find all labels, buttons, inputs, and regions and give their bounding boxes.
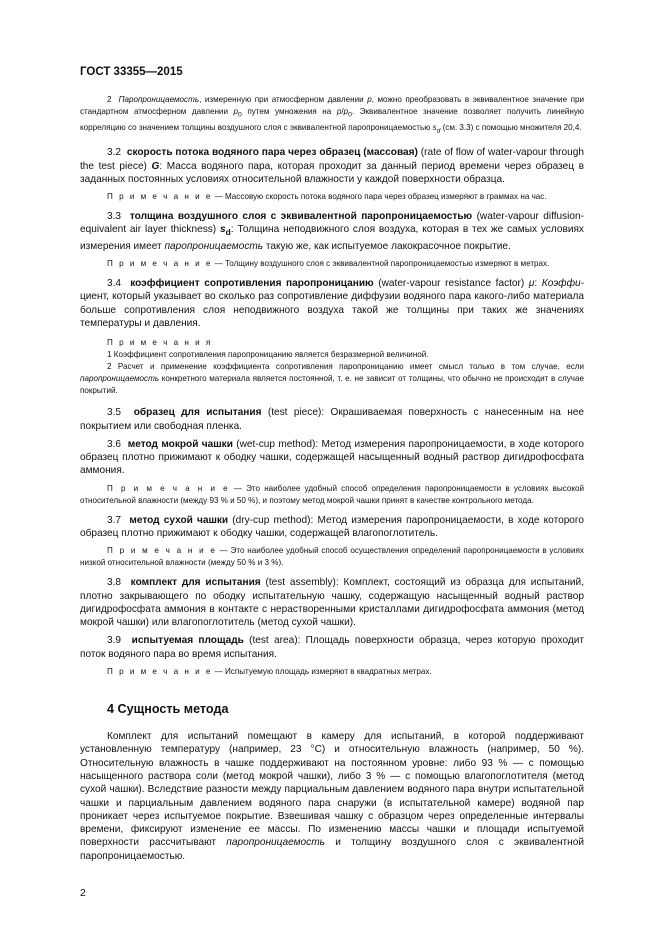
subscript: 0: [238, 111, 242, 119]
clause-symbol: s: [220, 224, 226, 236]
note-text: — Это наиболее удобный способ осуществления определений паропроницаемости в условиях низкой относительной влажности (между 50 % и 3 %).: [80, 546, 584, 568]
note-3-9: [80, 666, 584, 678]
symbol-p0: p: [343, 107, 349, 116]
section-heading: 4 Сущность метода: [107, 702, 229, 717]
body-text: Комплект для испытаний помещают в камеру для испытаний, в которой поддерживают установленную температуру (например, 23 °С) и относительную влажность (например, 50 %). Относительную влажность в чашке поддерживают на постоянном уровне: либо 93 % — с помощью насыщенного раствора соли (метод мокрой чашки), либо 3 % — с помощью влагопоглотителя (метод сухой чашки). Вследствие разности между парциальным давлением водяного пара внутри испытательной чашки и парциальным давлением водяного пара снаружи (в испытательной камере) водяной пар проникает через испытуемое покрытие. Взвешивая чашку с образцом через определенные интервалы времени, фиксируют изменение ее массы. По изменению массы чашки и площади испытуемой поверхности рассчитывают: [80, 731, 584, 849]
note-text: (см. 3.3) с помощью множителя 20,4.: [440, 122, 582, 132]
clause-symbol: G: [151, 160, 160, 172]
note-text: — Испытуемую площадь измеряют в квадратных метрах.: [212, 667, 432, 677]
clause-number: 3.9: [107, 635, 122, 647]
page-number: 2: [80, 887, 86, 899]
clause-3-9: [80, 634, 584, 661]
note-text: . Эквивалентное значение позволяет получить линейную корреляцию со значением толщины воздушного слоя с эквивалентной паропроницаемостью: [80, 107, 584, 132]
clause-english: (water-vapour resistance factor): [373, 278, 529, 290]
clause-term: комплект для испытания: [130, 577, 261, 589]
section-4-body: [80, 730, 584, 863]
clause-number: 3.3: [107, 211, 122, 223]
clause-term: образец для испытания: [133, 407, 262, 419]
note-3-6: [80, 483, 584, 507]
note-3-4-1: 1 Коэффициент сопротивления паропроницанию является безразмерной величиной.: [107, 350, 429, 360]
clause-text: :: [534, 278, 542, 290]
subscript: d: [436, 127, 441, 135]
body-text: и толщину воздушного слоя с эквивалентной паропроницаемостью.: [80, 837, 584, 862]
term-italic: Коэффи-: [541, 278, 585, 290]
page-content: [80, 94, 584, 863]
note-text: путем умножения на: [241, 107, 337, 116]
clause-number: 3.2: [107, 147, 122, 159]
clause-symbol: μ: [528, 278, 535, 290]
note-3-7: [80, 545, 584, 569]
subscript: 0: [348, 111, 352, 119]
clause-text: циент, который указывает во сколько раз сопротивление диффузии водяного пара какого-либо материала больше сопротивления слоя неподвижного воздуха такой же толщины при таких же значениях температуры и давления.: [80, 291, 584, 329]
symbol-sd: s: [432, 122, 437, 132]
term-italic: паропроницаемость: [80, 374, 160, 384]
clause-number: 3.5: [107, 407, 122, 419]
clause-term: метод мокрой чашки: [127, 438, 233, 450]
note-label: П р и м е ч а н и е: [107, 483, 230, 493]
note-text: , можно преобразовать в эквивалентное значение при стандартном атмосферном давлении: [80, 95, 585, 116]
clause-term: скорость потока водяного пара через образец (массовая): [126, 147, 418, 159]
clause-text: (test piece): Окрашиваемая поверхность с нанесенным на нее покрытием или свободная пленка.: [80, 407, 585, 432]
symbol-p0: p: [233, 107, 239, 116]
clause-term: испытуемая площадь: [131, 635, 244, 647]
note-3-3: [80, 258, 584, 270]
note-label: П р и м е ч а н и е: [107, 192, 213, 202]
clause-text: такую же, как испытуемое лакокрасочное покрытие.: [263, 240, 511, 252]
note-text: — Толщину воздушного слоя с эквивалентной паропроницаемостью измеряют в метрах.: [212, 259, 550, 269]
note-label: П р и м е ч а н и е: [107, 667, 213, 677]
clause-text: (wet-cup method): Метод измерения паропроницаемости, в ходе которого образец плотно прижимают к ободку чашки, содержащей насыщенный водный раствор дигидрофосфата аммония.: [80, 438, 585, 477]
clause-3-7: [80, 514, 584, 541]
note-text: — Массовую скорость потока водяного пара через образец измеряют в граммах на час.: [212, 192, 547, 202]
clause-number: 3.4: [107, 278, 122, 290]
clause-3-2: [80, 146, 584, 186]
note-label: П р и м е ч а н и я: [107, 338, 213, 348]
document-header: ГОСТ 33355—2015: [80, 66, 183, 78]
note-label: П р и м е ч а н и е: [107, 259, 213, 269]
clause-symbol-sub: d: [225, 227, 231, 238]
clause-term: метод сухой чашки: [129, 514, 229, 526]
clause-3-6: [80, 438, 584, 478]
term-italic: Паропроницаемость: [118, 95, 200, 104]
note-number: 2: [107, 95, 112, 104]
clause-number: 3.6: [107, 438, 122, 450]
term-italic: паропроницаемость: [226, 837, 325, 849]
clause-3-4: [80, 277, 584, 330]
term-italic: паропроницаемость: [164, 240, 264, 252]
clause-3-8: [80, 576, 584, 629]
note-label: П р и м е ч а н и е: [107, 546, 217, 556]
clause-text: (dry-cup method): Метод измерения паропроницаемости, в ходе которого образец плотно прижимают к ободку чашки, содержащей влагопоглотитель.: [80, 514, 584, 539]
note-top: [80, 94, 584, 137]
clause-text: : Масса водяного пара, которая проходит за данный период времени через образец в заданных постоянных условиях относительной влажности у каждой поверхности образца.: [80, 160, 584, 185]
clause-number: 3.8: [107, 577, 122, 589]
clause-text: : Толщина неподвижного слоя воздуха, которая в тех же самых условиях измерения имеет: [80, 224, 584, 252]
clause-term: коэффициент сопротивления паропроницанию: [130, 278, 374, 290]
symbol-p: p: [367, 95, 372, 104]
clause-english: (rate of flow of water-vapour through the test piece): [80, 147, 584, 172]
note-text: 2 Расчет и применение коэффициента сопротивления паропроницанию имеет смысл только в том случае, если: [107, 362, 584, 372]
note-3-2: [80, 191, 584, 203]
slash: /: [341, 107, 344, 116]
note-text: , измеренную при атмосферном давлении: [199, 95, 368, 104]
symbol-p: p: [336, 107, 342, 116]
clause-term: толщина воздушного слоя с эквивалентной паропроницаемостью: [129, 211, 473, 223]
clause-number: 3.7: [107, 514, 122, 526]
note-text: — Это наиболее удобный способ определения паропроницаемости в условиях высокой относительной влажности (между 93 % и 50 %), и поэтому метод мокрой чашки принят в качестве контрольного метода.: [80, 483, 584, 505]
note-3-4-2: [80, 361, 584, 397]
clause-english: (water-vapour diffusion-equivalent air layer thickness): [80, 211, 585, 236]
clause-text: (test area): Площадь поверхности образца, через которую проходит поток водяного пара во время испытания.: [80, 635, 585, 660]
note-text: конкретного материала является постоянной, т. е. не зависит от толщины, что обычно не происходит в случае покрытий.: [80, 374, 584, 396]
clause-3-5: [80, 406, 584, 433]
clause-text: (test assembly): Комплект, состоящий из образца для испытаний, плотно закрывающего по ободку испытательную чашку, содержащую насыщенный водный раствор дигидрофосфата аммония в контакте с нерастворенными кристаллами дигидрофосфата аммония (метод мокрой чашки) или влагопоглотитель (метод сухой чашки).: [80, 577, 584, 629]
notes-3-4-label: [80, 337, 584, 349]
clause-3-3: [80, 210, 584, 253]
